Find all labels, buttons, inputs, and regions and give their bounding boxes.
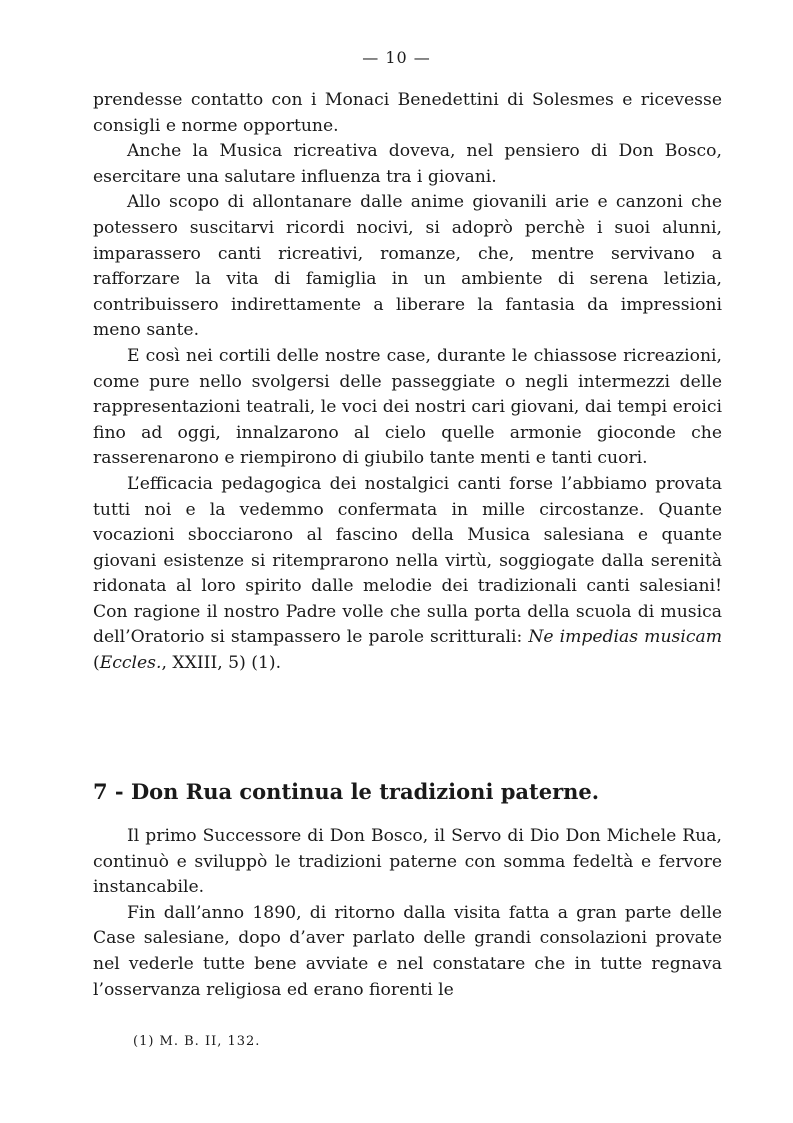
paragraph: E così nei cortili delle nostre case, durante le chiassose ricreazioni, come pure nello svolgersi delle passeggiate o negli intermezzi delle rappresentazioni teatrali, le voci dei nostri cari giovani, dai tempi eroici fino ad oggi, innalzarono al cielo quelle armonie gioconde che rasserenarono e riempirono di giubilo tante menti e tanti cuori.: [93, 345, 722, 469]
scripture-book: Eccles.: [99, 653, 162, 674]
paragraph-with-citation: [93, 472, 722, 677]
paragraph: Il primo Successore di Don Bosco, il Servo di Dio Don Michele Rua, continuò e sviluppò le tradizioni paterne con somma fedeltà e fervore instancabile.: [93, 826, 722, 898]
paragraph: Anche la Musica ricreativa doveva, nel pensiero di Don Bosco, esercitare una salutare influenza tra i giovani.: [93, 141, 722, 187]
body-text-bottom: [93, 824, 722, 1003]
paragraph: Allo scopo di allontanare dalle anime giovanili arie e canzoni che potessero suscitarvi ricordi nocivi, si adoprò perchè i suoi alunni, imparassero canti ricreativi, romanze, che, mentre servivano a rafforzare la vita di famiglia in un ambiente di serena letizia, contribuissero indirettamente a liberare la fantasia da impressioni meno sante.: [93, 192, 722, 341]
paragraph-text: , XXIII, 5) (1).: [161, 653, 282, 674]
page-number: — 10 —: [362, 48, 431, 67]
section-heading: 7 - Don Rua continua le tradizioni paterne.: [93, 779, 600, 804]
paragraph-text: L’efficacia pedagogica dei nostalgici canti forse l’abbiamo provata tutti noi e la vedemmo confermata in mille circostanze. Quante vocazioni sbocciarono al fascino della Musica salesiana e quante giovani esistenze si ritemprarono nella virtù, soggiogate dalla serenità ridonata al loro spirito dalle melodie dei tradizionali canti salesiani! Con ragione il nostro Padre volle che sulla porta della scuola di musica dell’Oratorio si stampassero le parole scritturali:: [93, 473, 722, 648]
footnote: (1) M. B. II, 132.: [133, 1034, 261, 1049]
body-text-top: [93, 88, 722, 677]
scripture-quote: Ne impedias musicam: [528, 627, 723, 648]
paragraph: Fin dall’anno 1890, di ritorno dalla visita fatta a gran parte delle Case salesiane, dopo d’aver parlato delle grandi consolazioni provate nel vederle tutte bene avviate e nel constatare che in tutte regnava l’osservanza religiosa ed erano fiorenti le: [93, 902, 722, 1000]
paragraph: prendesse contatto con i Monaci Benedettini di Solesmes e ricevesse consigli e norme opportune.: [93, 90, 722, 136]
paragraph-text: (: [93, 653, 100, 674]
